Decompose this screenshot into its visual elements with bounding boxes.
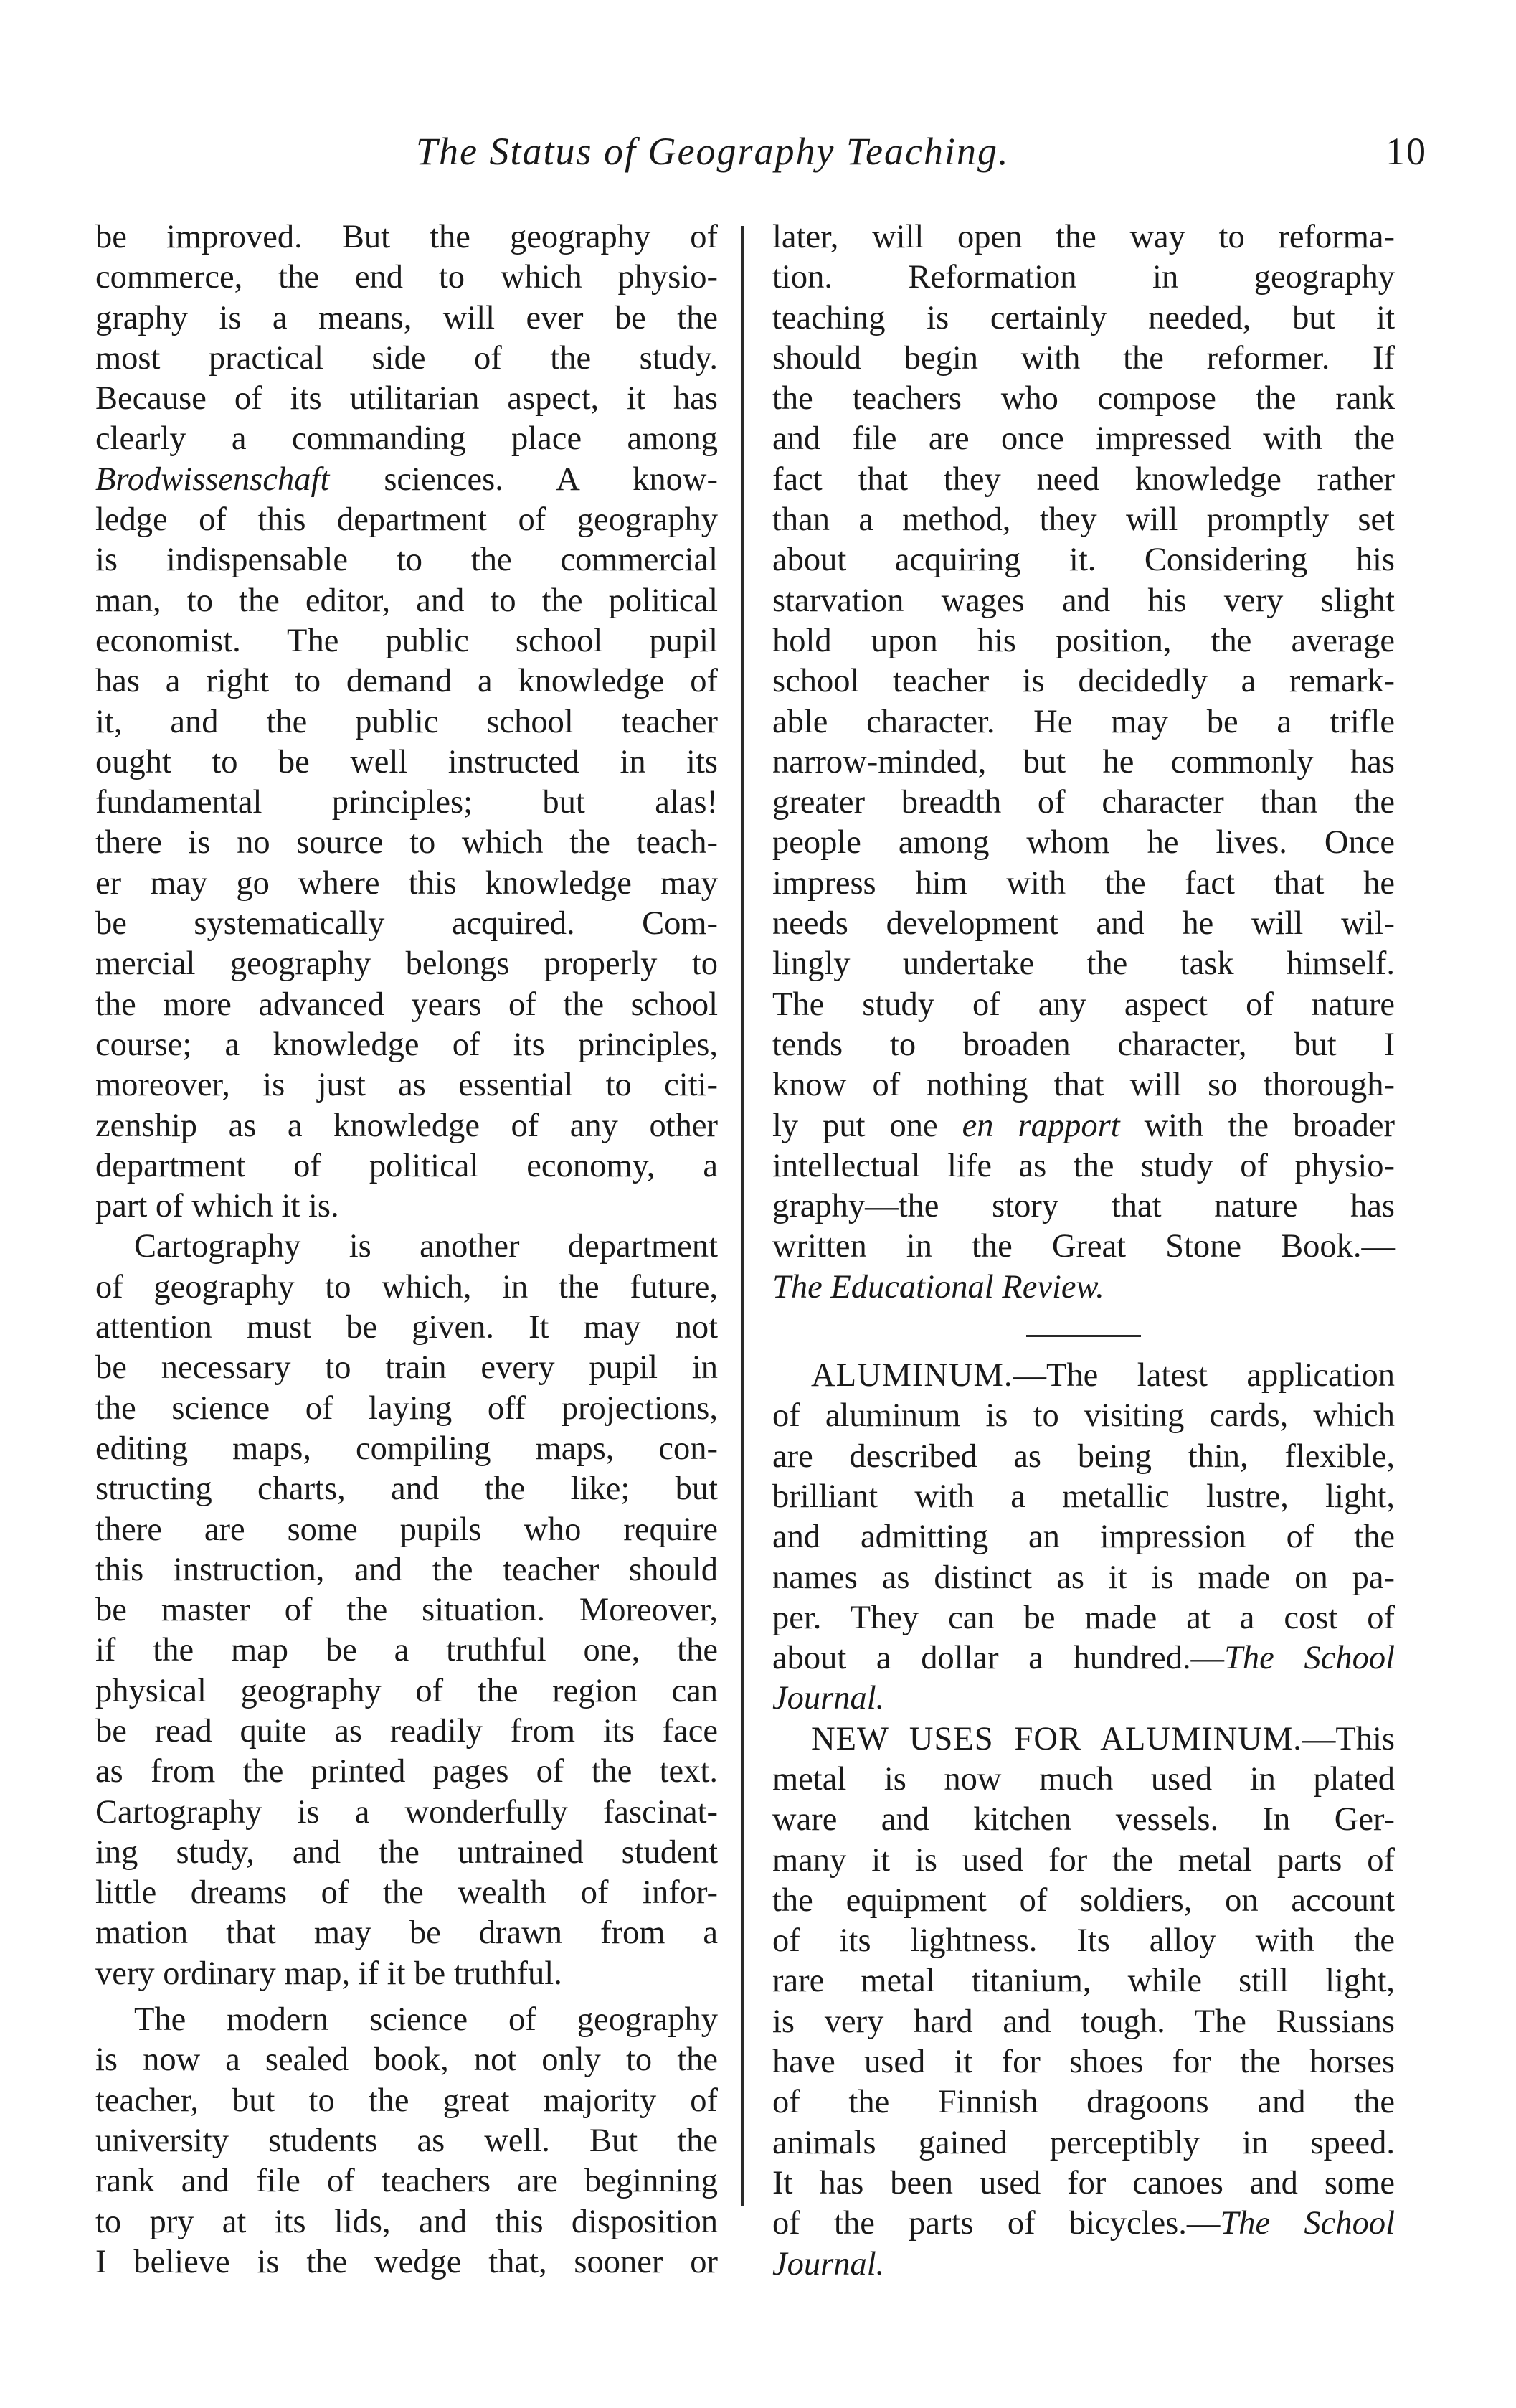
text-line: and admitting an impression of the: [772, 1519, 1395, 1556]
text-line: moreover, is just as essential to citi-: [95, 1067, 718, 1104]
text-line: tion. Reformation in geography: [772, 259, 1395, 296]
text-line: and file are once impressed with the: [772, 420, 1395, 458]
text-line: narrow-minded, but he commonly has: [772, 743, 1395, 780]
text-line: The study of any aspect of nature: [772, 986, 1395, 1023]
text-line: of aluminum is to visiting cards, which: [772, 1397, 1395, 1435]
text-line: Cartography is a wonderfully fascinat-: [95, 1793, 718, 1831]
text-line: rare metal titanium, while still light,: [772, 1963, 1395, 2000]
text-line: It has been used for canoes and some: [772, 2164, 1395, 2201]
left-column: [95, 217, 718, 2282]
text-line: there is no source to which the teach-: [95, 824, 718, 861]
text-line: course; a knowledge of its principles,: [95, 1026, 718, 1063]
text-line: very ordinary map, if it be truthful.: [95, 1955, 562, 1992]
text-line: than a method, they will promptly set: [772, 501, 1395, 539]
text-line: this instruction, and the teacher should: [95, 1551, 718, 1588]
text-line: written in the Great Stone Book.—: [772, 1228, 1395, 1265]
page-header: [402, 129, 1427, 186]
running-title: The Status of Geography Teaching.: [416, 130, 1010, 173]
text-line: [772, 2204, 1395, 2244]
citation-title: The School: [1220, 2205, 1395, 2242]
text-fragment: sciences. A know-: [329, 461, 718, 498]
paragraph-start: Cartography is another department: [134, 1228, 718, 1265]
text-line: fundamental principles; but alas!: [95, 784, 718, 821]
text-line: part of which it is.: [95, 1188, 339, 1225]
text-line: commerce, the end to which physio-: [95, 259, 718, 296]
section-heading: NEW USES FOR ALUMINUM.: [811, 1720, 1302, 1757]
text-line: teaching is certainly needed, but it: [772, 299, 1395, 336]
text-line: school teacher is decidedly a remark-: [772, 663, 1395, 700]
text-fragment: ly put one: [772, 1107, 962, 1144]
text-line: is very hard and tough. The Russians: [772, 2003, 1395, 2040]
text-line: ware and kitchen vessels. In Ger-: [772, 1801, 1395, 1838]
text-line: is now a sealed book, not only to the: [95, 2041, 718, 2079]
text-line: clearly a commanding place among: [95, 420, 718, 458]
text-line: needs development and he will wil-: [772, 905, 1395, 943]
text-line: hold upon his position, the average: [772, 622, 1395, 659]
text-line: names as distinct as it is made on pa-: [772, 1559, 1395, 1596]
text-line: teacher, but to the great majority of: [95, 2082, 718, 2119]
text-line: editing maps, compiling maps, con-: [95, 1430, 718, 1467]
paragraph-start: [772, 1356, 1395, 1396]
text-line: attention must be given. It may not: [95, 1309, 718, 1346]
paragraph-gap: [95, 1994, 718, 2000]
right-column: [772, 217, 1395, 2285]
text-fragment: —This: [1302, 1720, 1395, 1757]
text-line: greater breadth of character than the: [772, 784, 1395, 821]
text-line: able character. He may be a trifle: [772, 703, 1395, 740]
text-line: has a right to demand a knowledge of: [95, 663, 718, 700]
text-line: [772, 1678, 1395, 1719]
text-line: mercial geography belongs properly to: [95, 945, 718, 983]
text-line: impress him with the fact that he: [772, 864, 1395, 902]
source-citation: [772, 1267, 1395, 1308]
text-line: little dreams of the wealth of infor-: [95, 1874, 718, 1912]
text-line: is indispensable to the commercial: [95, 542, 718, 579]
text-fragment: with the broader: [1119, 1107, 1395, 1144]
text-line: Because of its utilitarian aspect, it has: [95, 380, 718, 417]
text-line: should begin with the reformer. If: [772, 339, 1395, 377]
section-heading: ALUMINUM.: [811, 1357, 1013, 1394]
text-line: the teachers who compose the rank: [772, 380, 1395, 417]
text-line: the equipment of soldiers, on account: [772, 1881, 1395, 1919]
paragraph-start: The modern science of geography: [134, 2001, 718, 2039]
text-line: starvation wages and his very slight: [772, 582, 1395, 619]
text-line: graphy is a means, will ever be the: [95, 299, 718, 336]
text-line: [772, 1638, 1395, 1678]
text-fragment: of the parts of bicycles.—: [772, 2205, 1221, 2242]
text-line: of the Finnish dragoons and the: [772, 2084, 1395, 2121]
text-line: rank and file of teachers are beginning: [95, 2163, 718, 2200]
text-line: I believe is the wedge that, sooner or: [95, 2243, 718, 2280]
text-line: graphy—the story that nature has: [772, 1188, 1395, 1225]
text-line: if the map be a truthful one, the: [95, 1632, 718, 1669]
text-line: zenship as a knowledge of any other: [95, 1107, 718, 1144]
text-line: about acquiring it. Considering his: [772, 542, 1395, 579]
text-line: to pry at its lids, and this disposition: [95, 2203, 718, 2240]
text-line: lingly undertake the task himself.: [772, 945, 1395, 983]
section-separator: [1026, 1335, 1141, 1337]
text-line: it, and the public school teacher: [95, 703, 718, 740]
text-line: tends to broaden character, but I: [772, 1026, 1395, 1063]
text-line: be improved. But the geography of: [95, 219, 718, 255]
text-line: mation that may be drawn from a: [95, 1914, 718, 1952]
text-line: man, to the editor, and to the political: [95, 582, 718, 619]
page-number: 10: [1385, 130, 1427, 173]
text-line: fact that they need knowledge rather: [772, 461, 1395, 498]
text-line: be necessary to train every pupil in: [95, 1349, 718, 1387]
text-line: intellectual life as the study of physio-: [772, 1147, 1395, 1184]
text-line: department of political economy, a: [95, 1147, 718, 1184]
italic-term: Brodwissenschaft: [95, 461, 330, 498]
text-line: be systematically acquired. Com-: [95, 905, 718, 943]
text-line: ledge of this department of geography: [95, 501, 718, 539]
citation-title: Journal.: [772, 1680, 885, 1717]
text-line: [772, 1106, 1395, 1146]
text-line: er may go where this knowledge may: [95, 864, 718, 902]
text-line: as from the printed pages of the text.: [95, 1753, 718, 1790]
text-line: of its lightness. Its alloy with the: [772, 1922, 1395, 1960]
text-line: be read quite as readily from its face: [95, 1712, 718, 1750]
text-line: brilliant with a metallic lustre, light,: [772, 1478, 1395, 1515]
text-line: ought to be well instructed in its: [95, 743, 718, 780]
text-line: ing study, and the untrained student: [95, 1833, 718, 1871]
text-line: are described as being thin, flexible,: [772, 1437, 1395, 1475]
text-line: [772, 2244, 1395, 2285]
text-line: there are some pupils who require: [95, 1511, 718, 1548]
text-line: have used it for shoes for the horses: [772, 2044, 1395, 2081]
text-line: structing charts, and the like; but: [95, 1470, 718, 1508]
column-divider: [741, 226, 744, 2206]
text-line: metal is now much used in plated: [772, 1760, 1395, 1798]
text-line: [95, 460, 718, 500]
paragraph-start: [772, 1719, 1395, 1760]
italic-term: en rapport: [962, 1107, 1120, 1144]
text-fragment: about a dollar a hundred.—: [772, 1640, 1225, 1677]
text-line: people among whom he lives. Once: [772, 824, 1395, 861]
text-line: physical geography of the region can: [95, 1672, 718, 1709]
text-line: university students as well. But the: [95, 2122, 718, 2159]
citation-title: The Educational Review.: [772, 1268, 1104, 1305]
text-line: the more advanced years of the school: [95, 986, 718, 1023]
text-line: of geography to which, in the future,: [95, 1268, 718, 1305]
text-fragment: —The latest application: [1013, 1357, 1395, 1394]
text-line: animals gained perceptibly in speed.: [772, 2124, 1395, 2161]
text-line: the science of laying off projections,: [95, 1389, 718, 1427]
citation-title: The School: [1224, 1640, 1395, 1677]
text-line: know of nothing that will so thorough-: [772, 1067, 1395, 1104]
citation-title: Journal.: [772, 2245, 885, 2282]
text-line: economist. The public school pupil: [95, 622, 718, 659]
text-line: be master of the situation. Moreover,: [95, 1592, 718, 1629]
text-line: most practical side of the study.: [95, 339, 718, 377]
text-line: per. They can be made at a cost of: [772, 1599, 1395, 1636]
text-line: later, will open the way to reforma-: [772, 219, 1395, 255]
text-line: many it is used for the metal parts of: [772, 1841, 1395, 1879]
